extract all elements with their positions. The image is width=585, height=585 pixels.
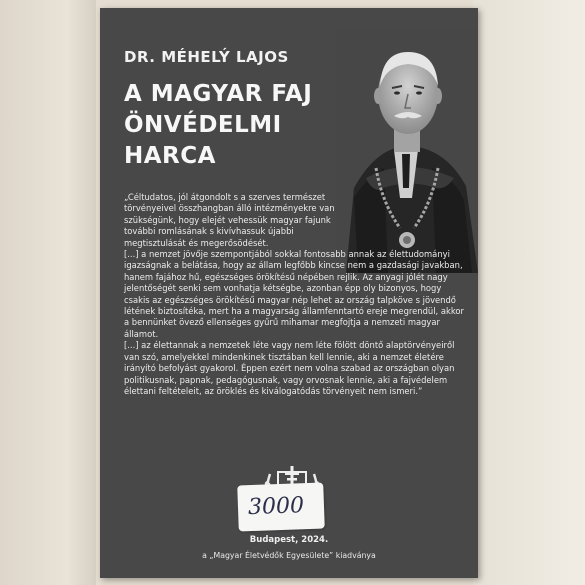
background-right-edge (473, 0, 585, 585)
place-and-year: Budapest, 2024. (249, 535, 329, 545)
price-label: 3000 (247, 493, 305, 521)
title-line-3: HARCA (124, 143, 216, 169)
title-line-2: ÖNVÉDELMI (124, 112, 282, 138)
quote-paragraph-3: [...] az élettannak a nemzetek léte vagy nem léte fölött döntő alaptörvényeiről van szó, amelyekkel mindenkinek tisztában kell lennie, aki a nemzet életére irányító befolyást gyakorol. Éppen ezért nem volna szabad az országban olyan politikusnak, papnak, pedagógusnak, vagy orvosnak lennie, aki a fajvédelem élettani feltételeit, az öröklés és kiválogatódás törvényeit nem ismeri.” (124, 340, 455, 396)
author-name: DR. MÉHELÝ LAJOS (124, 48, 289, 66)
publisher-line: a „Magyar Életvédők Egyesülete” kiadványa (202, 551, 376, 560)
quote-paragraph-1: „Céltudatos, jól átgondolt s a szerves természet törvényeivel összhangban álló intézményekre van szükségünk, hogy elejét vehessük magyar fajunk további romlásának s kivívhassuk újabbi megtisztulását és megerősödését. (124, 192, 335, 248)
quote-text (124, 192, 464, 397)
price-sticker (237, 483, 325, 532)
title-line-1: A MAGYAR FAJ (124, 81, 313, 107)
book-back-cover (100, 8, 478, 578)
quote-paragraph-2: [...] a nemzet jövője szempontjából sokkal fontosabb annak az élettudományi igazságnak a belátása, hogy az állam legfőbb kincse nem a gazdasági javakban, hanem fajához hű, egészséges örökítésű népében rejlik. Az anyagi jólét nagy jelentőségét senki sem vonhatja kétségbe, azonban épp oly bizonyos, hogy csakis az egészséges örökítésű magyar nép lehet az ország talpköve s jövendő létének biztosítéka, mert ha a magyarság államfenntartó ereje megrendül, akkor a bennünket övező ellenséges gyűrű mihamar megfojtja a nemzeti magyar államot. (124, 249, 464, 339)
book-spine-shadow (0, 0, 96, 585)
